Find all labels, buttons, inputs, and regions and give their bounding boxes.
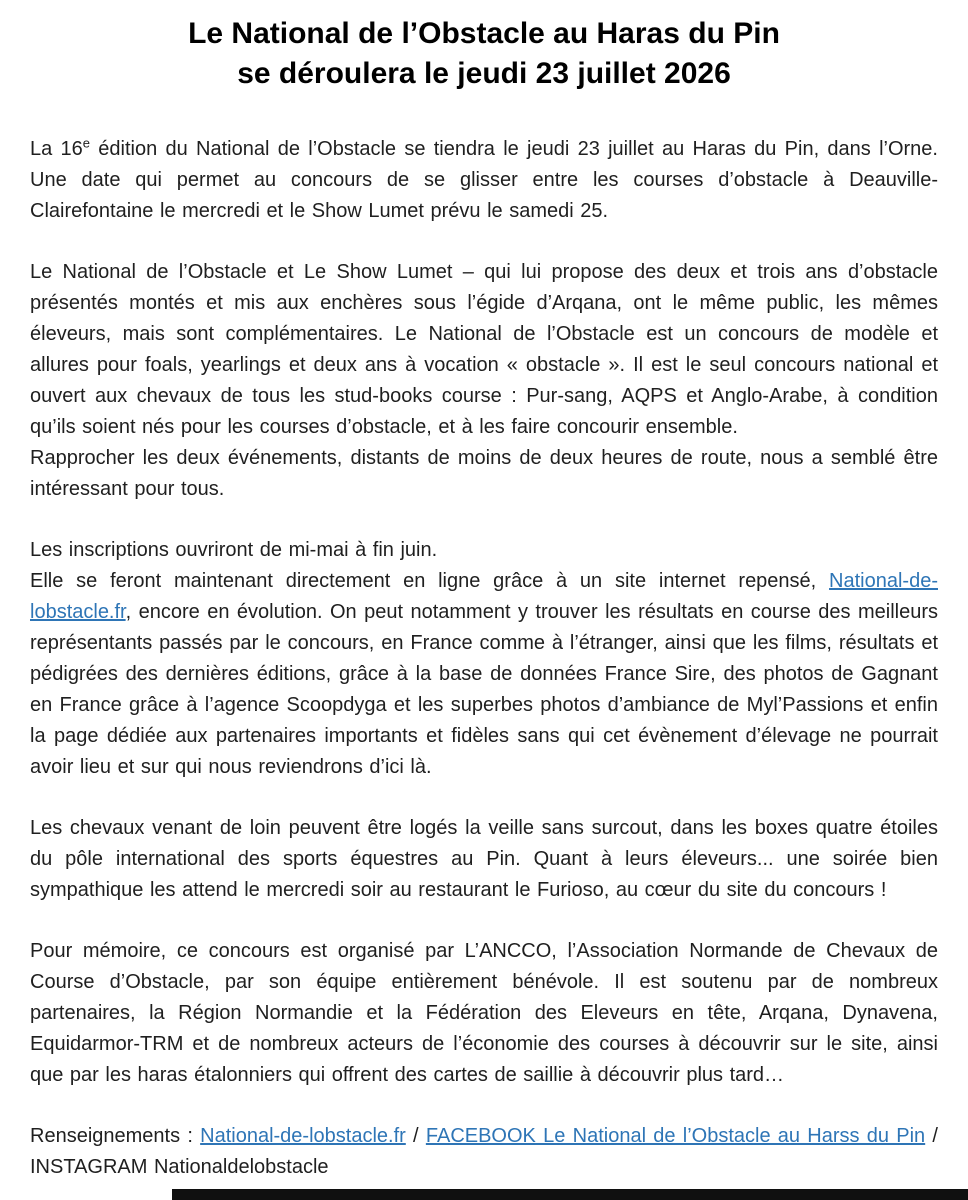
title-line-2: se déroulera le jeudi 23 juillet 2026 — [237, 57, 731, 90]
text-run: Renseignements : — [30, 1125, 201, 1147]
paragraph-show-lumet — [30, 257, 938, 505]
text-run: édition du National de l’Obstacle se tiendra le jeudi 23 juillet au Haras du Pin, dans l’Orne. Une date qui permet au concours de se glisser entre les courses d’obstacle à Deauville-Clairefontaine le mercredi et le Show Lumet prévu le samedi 25. — [30, 138, 938, 222]
paragraph-logistique — [30, 813, 938, 906]
text-run: Rapprocher les deux événements, distants de moins de deux heures de route, nous a semblé être intéressant pour tous. — [30, 447, 938, 500]
page-title — [30, 14, 938, 94]
text-run: / INSTAGRAM Nationaldelobstacle — [30, 1125, 938, 1178]
facebook-link[interactable]: FACEBOOK Le National de l’Obstacle au Harss du Pin — [425, 1125, 926, 1147]
text-run: Les chevaux venant de loin peuvent être logés la veille sans surcout, dans les boxes quatre étoiles du pôle international des sports équestres au Pin. Quant à leurs éleveurs... une soirée bien sympathique les attend le mercredi soir au restaurant le Furioso, au cœur du site du concours ! — [30, 817, 938, 901]
paragraph-organisation — [30, 936, 938, 1091]
paragraph-inscriptions — [30, 535, 938, 783]
paragraph-edition-intro — [30, 134, 938, 227]
title-line-1: Le National de l’Obstacle au Haras du Pin — [188, 17, 780, 50]
text-run: , encore en évolution. On peut notamment y trouver les résultats en course des meilleurs représentants passés par le concours, en France comme à l’étranger, ainsi que les films, résultats et pédigrées des dernières éditions, grâce à la base de données France Sire, des photos de Gagnant en France grâce à l’agence Scoopdyga et les superbes photos d’ambiance de Myl’Passions et enfin la page dédiée aux partenaires importants et fidèles sans qui cet évènement d’élevage ne pourrait avoir lieu et sur qui nous reviendrons d’ici là. — [30, 601, 938, 778]
text-run: La 16 — [30, 138, 83, 160]
text-run: Les inscriptions ouvriront de mi-mai à fin juin. — [30, 539, 438, 561]
site-link[interactable]: National-de-lobstacle.fr — [30, 570, 938, 623]
site-link-footer[interactable]: National-de-lobstacle.fr — [200, 1125, 406, 1147]
text-run: / — [405, 1125, 426, 1147]
paragraph-renseignements — [30, 1121, 938, 1183]
text-run: Pour mémoire, ce concours est organisé par L’ANCCO, l’Association Normande de Chevaux de Course d’Obstacle, par son équipe entièrement bénévole. Il est soutenu par de nombreux partenaires, la Région Normandie et la Fédération des Eleveurs en tête, Arqana, Dynavena, Equidarmor-TRM et de nombreux acteurs de l’économie des courses à découvrir sur le site, ainsi que par les haras étalonniers qui offrent des cartes de saillie à découvrir plus tard… — [30, 940, 938, 1086]
ordinal-superscript: e — [82, 135, 91, 151]
bottom-scan-bar — [172, 1189, 968, 1200]
text-run: Le National de l’Obstacle et Le Show Lumet – qui lui propose des deux et trois ans d’obstacle présentés montés et mis aux enchères sous l’égide d’Arqana, ont le même public, les mêmes éleveurs, mais sont complémentaires. Le National de l’Obstacle est un concours de modèle et allures pour foals, yearlings et deux ans à vocation « obstacle ». Il est le seul concours national et ouvert aux chevaux de tous les stud-books course : Pur-sang, AQPS et Anglo-Arabe, à condition qu’ils soient nés pour les courses d’obstacle, et à les faire concourir ensemble. — [30, 261, 938, 438]
text-run: Elle se feront maintenant directement en ligne grâce à un site internet repensé, — [30, 570, 830, 592]
